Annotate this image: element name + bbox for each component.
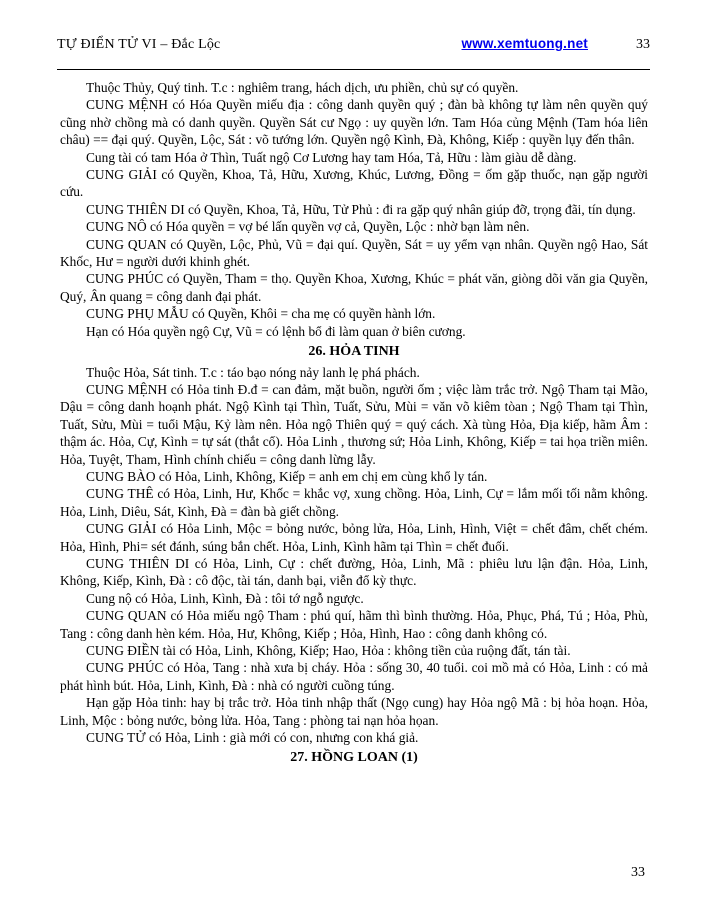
paragraph: CUNG THIÊN DI có Quyền, Khoa, Tả, Hữu, Tử Phủ : đi ra gặp quý nhân giúp đỡ, trọng đãi, tín dụng.: [86, 201, 636, 217]
paragraph: CUNG NÔ có Hóa quyền = vợ bé lấn quyền vợ cả, Quyền, Lộc : nhờ bạn làm nên.: [86, 219, 530, 235]
header-page-number: 33: [636, 37, 650, 52]
paragraph: Hạn gặp Hỏa tinh: hay bị trắc trở. Hỏa tinh nhập thất (Ngọ cung) hay Hỏa ngộ Mã : bị hỏa hoạn. Hỏa, Linh, Mộc : bỏng nước, bỏng lửa. Hỏa, Tang : phòng tai nạn hỏa họan.: [60, 695, 648, 728]
paragraph: Cung tài có tam Hóa ở Thìn, Tuất ngộ Cơ Lương hay tam Hóa, Tả, Hữu : làm giàu dễ dàng.: [86, 149, 577, 165]
paragraph: CUNG QUAN có Hỏa miếu ngộ Tham : phú quí, hãm thì bình thường. Hỏa, Phục, Phá, Tú ; Hỏa, Phù, Tang : công danh hèn kém. Hỏa, Hư, Không, Kiếp ; Hỏa, Hình, Hao : công danh không có.: [60, 608, 648, 641]
paragraph: CUNG QUAN có Quyền, Lộc, Phủ, Vũ = đại quí. Quyền, Sát = uy yểm vạn nhân. Quyền ngộ Hao, Sát Khốc, Hư = người dưới khinh ghét.: [60, 236, 648, 270]
paragraph: CUNG BÀO có Hỏa, Linh, Không, Kiếp = anh em chị em cùng khổ ly tán.: [86, 468, 488, 484]
paragraph: CUNG MỆNH có Hỏa tinh Đ.đ = can đảm, mặt buồn, người ốm ; việc làm trắc trở. Ngộ Tham tại Mão, Dậu = công danh hoạnh phát. Ngộ Kình tại Thìn, Tuất, Sửu, Mùi = văn võ kiêm tòan ; Ngộ Tham tại Thìn, Tuất, Sửu, Mùi = tuổi Mậu, Kỷ làm nên. Hỏa ngộ Thiên quý = quý cách. Xà tùng Hỏa, Địa kiếp, hãm Âm : thậm ác. Hỏa, Cự, Kình = tự sát (thắt cổ). Hỏa Linh , thương sứ; Hỏa Linh, Không, Kiếp = tai họa triền miên. Hỏa, Tuyệt, Tham, Hình chính chiếu = công danh lừng lẫy.: [60, 381, 648, 467]
paragraph: Hạn có Hóa quyền ngộ Cự, Vũ = có lệnh bổ đi làm quan ở biên cương.: [86, 323, 466, 339]
paragraph: CUNG GIẢI có Quyền, Khoa, Tả, Hữu, Xương, Khúc, Lương, Đồng = ốm gặp thuốc, nạn gặp người cứu.: [60, 167, 648, 200]
footer-page-number: 33: [631, 865, 645, 880]
paragraph: CUNG ĐIỀN tài có Hỏa, Linh, Không, Kiếp; Hao, Hỏa : không tiền của ruộng đất, tán tài.: [86, 643, 571, 658]
paragraph: Thuộc Thủy, Quý tinh. T.c : nghiêm trang, hách dịch, ưu phiền, chủ sự có quyền.: [86, 80, 519, 95]
paragraph: CUNG THIÊN DI có Hỏa, Linh, Cự : chết đường, Hỏa, Linh, Mã : phiêu lưu lận đận. Hỏa, Linh, Không, Kiếp, Kình, Đà : cô độc, tài tán, danh bại, viễn đổ kỳ thực.: [60, 555, 648, 589]
paragraph: CUNG MỆNH có Hóa Quyền miếu địa : công danh quyền quý ; đàn bà không tự làm nên quyền quý cũng nhờ chồng mà có danh quyền. Quyền Sát cư Ngọ : uy quyền lớn. Tam Hóa củng Mệnh (Tam hóa liên châu) == đại quý. Quyền, Lộc, Sát : võ tướng lớn. Quyền ngộ Kình, Đà, Không, Kiếp : quyền lụy đến thân.: [60, 97, 648, 148]
header-right-group: [462, 36, 650, 53]
paragraph: Cung nộ có Hỏa, Linh, Kình, Đà : tôi tớ ngỗ ngược.: [86, 590, 364, 606]
paragraph: CUNG THÊ có Hỏa, Linh, Hư, Khốc = khắc vợ, xung chồng. Hỏa, Linh, Cự = lắm mối tối nằm không. Hỏa, Linh, Diêu, Sát, Kình, Đà = đàn bà giết chồng.: [60, 486, 648, 519]
book-title: TỰ ĐIỂN TỬ VI – Đắc Lộc: [57, 37, 221, 52]
section-heading-27: 27. HỒNG LOAN (1): [290, 750, 418, 766]
paragraph: CUNG PHỤ MẪU có Quyền, Khôi = cha mẹ có quyền hành lớn.: [86, 306, 436, 322]
section-heading-26: 26. HỎA TINH: [308, 344, 400, 360]
page-header: [57, 36, 650, 53]
website-link[interactable]: www.xemtuong.net: [461, 36, 588, 51]
paragraph: CUNG PHÚC có Hỏa, Tang : nhà xưa bị cháy. Hỏa : sống 30, 40 tuổi. coi mồ mả có Hỏa, Linh : có mả phát hình bút. Hỏa, Linh, Kình, Đà : nhà có người cuồng túng.: [60, 660, 648, 693]
document-body: [60, 79, 648, 770]
paragraph: CUNG GIẢI có Hỏa Linh, Mộc = bỏng nước, bỏng lửa, Hỏa, Linh, Hình, Việt = chết đâm, chết chém. Hỏa, Hình, Phi= sét đánh, súng bắn chết. Hỏa, Linh, Kình hãm tại Thìn = chết đuối.: [60, 521, 648, 554]
paragraph: Thuộc Hỏa, Sát tinh. T.c : táo bạo nóng nảy lanh lẹ phá phách.: [86, 364, 420, 380]
paragraph: CUNG TỬ có Hỏa, Linh : già mới có con, nhưng con khá giả.: [86, 730, 419, 746]
header-divider: [57, 69, 650, 70]
paragraph: CUNG PHÚC có Quyền, Tham = thọ. Quyền Khoa, Xương, Khúc = phát văn, giòng dõi văn gia Quyền, Quý, Ân quang = công danh đại phát.: [60, 271, 648, 304]
